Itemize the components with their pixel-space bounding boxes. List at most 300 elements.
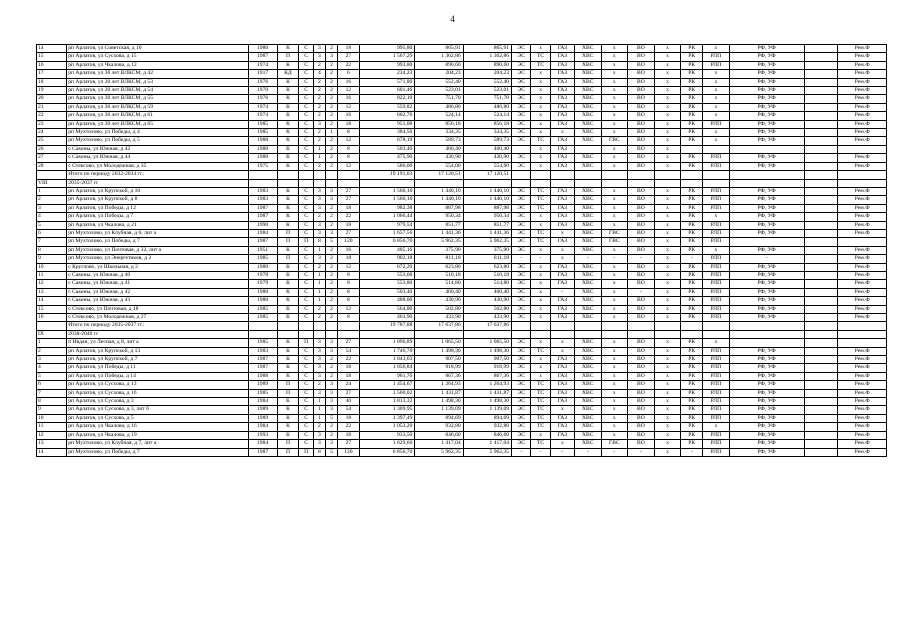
table-cell: 553,68 [359, 271, 415, 279]
table-cell: 2 [325, 204, 337, 212]
table-cell [804, 305, 838, 313]
table-cell: ВО [628, 162, 655, 170]
table-cell: ВО [628, 339, 655, 347]
table-cell: Рем.Ф [838, 154, 887, 162]
table-cell: х [601, 204, 628, 212]
table-cell: ХВС [574, 381, 601, 389]
table-cell: х [654, 448, 681, 456]
table-cell: 11 [37, 423, 67, 431]
table-cell: РФ, УФ [729, 137, 804, 145]
table-cell: РФ, УФ [729, 246, 804, 254]
table-cell: РЛП [703, 406, 730, 414]
table-cell: 2 [325, 145, 337, 153]
table-cell: 27 [338, 389, 360, 397]
table-cell [531, 330, 550, 338]
table-cell: РФ, УФ [729, 120, 804, 128]
table-cell [681, 145, 703, 153]
table-cell: С [299, 103, 314, 111]
table-cell [729, 339, 804, 347]
table-cell: РФ, УФ [729, 406, 804, 414]
table-cell [729, 238, 804, 246]
table-cell: рп Арлатов, ул Сусхова, д 3 [67, 398, 248, 406]
table-cell: ХВС [574, 356, 601, 364]
table-cell: РФ, УФ [729, 45, 804, 53]
table-cell: 1 [313, 297, 325, 305]
table-cell: 463,90 [359, 314, 415, 322]
table-cell: 1 [325, 129, 337, 137]
table-cell: ХВС [574, 297, 601, 305]
table-cell: Рем.Ф [838, 61, 887, 69]
table-cell [804, 271, 838, 279]
table-cell: - [628, 288, 655, 296]
table-cell: 2 [325, 221, 337, 229]
table-cell: х [654, 53, 681, 61]
table-cell: х [601, 78, 628, 86]
table-cell: 2 [325, 356, 337, 364]
table-cell: С [299, 398, 314, 406]
table-cell: 3 [313, 347, 325, 355]
table-cell: ХВС [574, 87, 601, 95]
table-cell [463, 179, 511, 187]
table-cell: РФ, УФ [729, 53, 804, 61]
table-cell: 1 [313, 280, 325, 288]
table-cell [804, 120, 838, 128]
table-cell: 524,14 [415, 112, 463, 120]
table-cell: 1990 [248, 221, 277, 229]
table-cell: Рем.Ф [838, 129, 887, 137]
table-cell: 5 [37, 221, 67, 229]
table-cell: 18 [338, 221, 360, 229]
table-cell: рп Арлатов, ул Чкалова, д 21 [67, 221, 248, 229]
table-cell [681, 330, 703, 338]
table-cell: IX [37, 330, 67, 338]
table-cell: 6 [37, 229, 67, 237]
table-cell [313, 322, 325, 330]
table-cell: РЛП [703, 364, 730, 372]
table-cell: РФ, УФ [729, 297, 804, 305]
table-cell: 20 [37, 95, 67, 103]
table-cell [804, 187, 838, 195]
table-cell: 1984 [248, 423, 277, 431]
table-cell: ХВС [574, 78, 601, 86]
table-cell: х [654, 196, 681, 204]
table-cell: с Саконы, ул Южная, д 42 [67, 145, 248, 153]
table-cell [512, 322, 531, 330]
table-cell [838, 238, 887, 246]
table-cell: х [531, 103, 550, 111]
table-cell: 9 [37, 255, 67, 263]
table-cell [299, 171, 314, 179]
table-cell: 6 856,70 [359, 238, 415, 246]
table-cell [804, 95, 838, 103]
table-cell [531, 179, 550, 187]
table-cell: П [299, 448, 314, 456]
table-cell: 1 498,30 [415, 398, 463, 406]
table-cell: 1985 [248, 314, 277, 322]
table-cell: 5 [325, 448, 337, 456]
table-cell [804, 423, 838, 431]
table-cell: 1980 [248, 45, 277, 53]
table-cell: 856,18 [463, 120, 511, 128]
table-cell: х [654, 297, 681, 305]
table-cell: х [703, 70, 730, 78]
table-cell [804, 406, 838, 414]
table-row [37, 179, 887, 187]
table-cell: РФ, УФ [729, 213, 804, 221]
table-cell: 120 [338, 238, 360, 246]
table-cell: ХВС [574, 280, 601, 288]
table-cell: 460,40 [415, 145, 463, 153]
table-cell: рп Арлатов, ул Чкалова, д 16 [67, 423, 248, 431]
table-cell: К [277, 103, 299, 111]
table-cell: рп Арлатов, ул Победы, д 12 [67, 204, 248, 212]
table-cell: 907,50 [463, 356, 511, 364]
table-cell: 460,40 [415, 288, 463, 296]
table-cell [601, 330, 628, 338]
table-cell: ХВС [574, 53, 601, 61]
table-cell: 16 [37, 61, 67, 69]
table-cell: х [531, 356, 550, 364]
table-cell [729, 179, 804, 187]
table-cell: ХВС [574, 263, 601, 271]
table-cell: с Саконы, ул Южная, д 44 [67, 154, 248, 162]
table-cell [804, 255, 838, 263]
table-cell: К [277, 398, 299, 406]
table-cell: ТС [531, 389, 550, 397]
table-cell: х [531, 87, 550, 95]
table-cell: РФ, УФ [729, 61, 804, 69]
table-cell: 2 [313, 112, 325, 120]
table-cell: ЭС [512, 305, 531, 313]
table-cell: х [654, 221, 681, 229]
table-row [37, 255, 887, 263]
table-cell: Рем.Ф [838, 364, 887, 372]
table-cell: х [703, 246, 730, 254]
table-cell: РЛП [703, 280, 730, 288]
table-cell [804, 314, 838, 322]
table-cell: ВО [628, 137, 655, 145]
table-cell: РК [681, 196, 703, 204]
table-cell: х [601, 280, 628, 288]
table-cell: 3 [325, 398, 337, 406]
table-cell: Рем.Ф [838, 398, 887, 406]
table-cell: РФ, УФ [729, 129, 804, 137]
table-cell: 1980 [248, 263, 277, 271]
table-row [37, 103, 887, 111]
table-cell [804, 61, 838, 69]
table-cell: 12 [338, 87, 360, 95]
table-cell: 4 [37, 364, 67, 372]
table-cell: 16 [338, 95, 360, 103]
table-body [37, 45, 887, 457]
table-cell: ВО [628, 112, 655, 120]
table-cell: 5 [37, 372, 67, 380]
table-cell: ЭС [512, 263, 531, 271]
table-cell: рп Арлатов, ул Сусхова, д 3, лит б [67, 406, 248, 414]
table-cell: 25 [37, 137, 67, 145]
table-cell [804, 45, 838, 53]
table-cell: 514,80 [415, 280, 463, 288]
table-cell: К [277, 129, 299, 137]
table-cell [531, 322, 550, 330]
table-cell: ЭС [512, 137, 531, 145]
table-cell: 2 [325, 78, 337, 86]
table-cell: ГАЗ [550, 221, 574, 229]
table-cell: 8 [313, 448, 325, 456]
table-cell: РЛП [703, 61, 730, 69]
table-cell: ТС [531, 381, 550, 389]
table-row [37, 297, 887, 305]
table-cell: 11 [37, 271, 67, 279]
table-cell: 1 [37, 187, 67, 195]
table-cell: 1 441,36 [415, 229, 463, 237]
table-cell: 2 [325, 162, 337, 170]
table-cell: ГАЗ [550, 280, 574, 288]
table-cell [804, 87, 838, 95]
table-cell: РК [681, 95, 703, 103]
table-cell: РФ, УФ [729, 271, 804, 279]
table-cell: ЭС [512, 154, 531, 162]
table-cell: ГАЗ [550, 263, 574, 271]
table-cell: К [277, 154, 299, 162]
table-cell: рп Мухтолово, ул Победы, д 4 [67, 129, 248, 137]
table-cell: х [654, 406, 681, 414]
table-cell: х [601, 61, 628, 69]
table-cell: ЭС [512, 364, 531, 372]
table-cell: 3 [313, 204, 325, 212]
table-cell: ВО [628, 440, 655, 448]
table-cell: х [531, 221, 550, 229]
table-cell: РФ, УФ [729, 196, 804, 204]
table-cell: Итого по периоду 2032-2034 гг.: [67, 171, 248, 179]
table-cell: К [277, 187, 299, 195]
table-row [37, 70, 887, 78]
table-cell: ЭС [512, 53, 531, 61]
table-cell [804, 78, 838, 86]
table-cell: С [299, 53, 314, 61]
table-cell [628, 179, 655, 187]
table-cell: х [654, 414, 681, 422]
table-cell: РК [681, 406, 703, 414]
table-cell: ЭС [512, 196, 531, 204]
table-cell: ЭС [512, 204, 531, 212]
table-cell: ГАЗ [550, 389, 574, 397]
table-cell [804, 280, 838, 288]
table-cell: РЛП [703, 372, 730, 380]
table-cell [325, 322, 337, 330]
table-cell: К [277, 414, 299, 422]
table-cell: РЛП [703, 448, 730, 456]
table-cell: х [531, 45, 550, 53]
table-cell: Рем.Ф [838, 297, 887, 305]
table-cell: ЭС [512, 162, 531, 170]
table-cell: х [654, 154, 681, 162]
table-cell: ГАЗ [550, 238, 574, 246]
table-cell: ГАЗ [550, 137, 574, 145]
table-cell: х [531, 364, 550, 372]
table-cell: 523,01 [415, 87, 463, 95]
table-cell: х [654, 103, 681, 111]
table-row [37, 440, 887, 448]
table-cell: РФ, УФ [729, 87, 804, 95]
table-cell [681, 322, 703, 330]
table-cell: К [277, 263, 299, 271]
table-cell: РК [681, 213, 703, 221]
table-row [37, 162, 887, 170]
table-cell: ХВС [574, 70, 601, 78]
table-cell: Рем.Ф [838, 381, 887, 389]
table-cell: ЭС [512, 431, 531, 439]
table-cell: х [531, 112, 550, 120]
table-cell: х [654, 347, 681, 355]
table-cell [804, 356, 838, 364]
table-cell: ХВС [574, 414, 601, 422]
table-cell: 523,01 [463, 87, 511, 95]
table-cell: ТС [531, 187, 550, 195]
table-cell: 334,35 [463, 129, 511, 137]
table-cell: х [703, 137, 730, 145]
table-cell: РФ, УФ [729, 280, 804, 288]
table-cell: 1970 [248, 87, 277, 95]
table-cell: ГВС [601, 137, 628, 145]
table-cell: 54 [338, 406, 360, 414]
table-cell: С [299, 297, 314, 305]
table-cell: х [531, 95, 550, 103]
table-cell: х [654, 339, 681, 347]
table-cell: 27 [338, 440, 360, 448]
table-cell [703, 330, 730, 338]
table-cell: 1984 [248, 440, 277, 448]
table-cell: 1 440,10 [463, 196, 511, 204]
table-cell: х [601, 431, 628, 439]
table-cell: 18 [338, 120, 360, 128]
table-cell: 623,80 [415, 263, 463, 271]
table-cell: ХВС [574, 213, 601, 221]
table-cell: 3 [313, 356, 325, 364]
table-cell: РК [681, 70, 703, 78]
table-cell: 430,90 [463, 154, 511, 162]
table-cell: К [277, 339, 299, 347]
table-cell: 1 417,04 [415, 440, 463, 448]
table-cell: ГАЗ [550, 61, 574, 69]
table-cell: 2 [313, 213, 325, 221]
table-row [37, 431, 887, 439]
table-cell: ЭС [512, 129, 531, 137]
table-cell [804, 246, 838, 254]
table-cell: - [512, 448, 531, 456]
table-cell: РК [681, 45, 703, 53]
table-cell: х [601, 162, 628, 170]
table-cell: рп Арлатов, ул 30 лет ВЛКСМ, д 54 [67, 87, 248, 95]
table-cell [628, 171, 655, 179]
table-cell: 3 [325, 229, 337, 237]
table-cell: п Ивдан, ул Лесная, д 8, лит а [67, 339, 248, 347]
table-cell: 502,80 [463, 305, 511, 313]
table-cell: 951,08 [359, 120, 415, 128]
table-cell: ЭС [512, 271, 531, 279]
table-cell: С [299, 70, 314, 78]
table-cell: 375,90 [463, 246, 511, 254]
table-cell: 1 454,67 [359, 381, 415, 389]
table-cell: 2 [325, 280, 337, 288]
table-cell: ХВС [574, 339, 601, 347]
table-cell: ВО [628, 414, 655, 422]
table-cell: 204,23 [463, 70, 511, 78]
table-cell [804, 414, 838, 422]
table-cell: 5 962,35 [463, 448, 511, 456]
table-cell: х [601, 154, 628, 162]
table-cell: 1 139,09 [463, 406, 511, 414]
table-cell: С [299, 204, 314, 212]
table-cell: 1 813,32 [359, 398, 415, 406]
table-cell: 204,23 [415, 70, 463, 78]
table-cell: ХВС [574, 364, 601, 372]
table-cell: С [299, 347, 314, 355]
table-cell: 552,40 [463, 78, 511, 86]
table-cell: С [299, 145, 314, 153]
table-cell: - [601, 255, 628, 263]
table-cell [838, 339, 887, 347]
table-cell: К [277, 297, 299, 305]
table-cell: 12 [37, 431, 67, 439]
table-cell: ХВС [574, 423, 601, 431]
table-cell [804, 137, 838, 145]
table-cell: С [299, 87, 314, 95]
table-cell: с Саконы, ул Южная, д 40 [67, 271, 248, 279]
table-cell [574, 179, 601, 187]
table-cell: 1 066,44 [359, 213, 415, 221]
table-cell: 12 [338, 103, 360, 111]
table-cell: ЭС [512, 120, 531, 128]
table-cell: 1 [313, 414, 325, 422]
table-cell: 27 [338, 53, 360, 61]
table-cell: ГВС [601, 238, 628, 246]
table-cell: С [299, 187, 314, 195]
table-cell [550, 179, 574, 187]
table-cell: 751,70 [415, 95, 463, 103]
table-cell: х [703, 87, 730, 95]
table-cell: 18 [338, 204, 360, 212]
table-cell: 865,91 [415, 45, 463, 53]
table-cell: К [277, 305, 299, 313]
table-cell: ХВС [574, 45, 601, 53]
table-cell: РЛП [703, 297, 730, 305]
table-cell: х [654, 129, 681, 137]
table-cell: х [703, 112, 730, 120]
table-cell: 2 [325, 263, 337, 271]
table-cell: ВО [628, 423, 655, 431]
table-cell: 1979 [248, 280, 277, 288]
table-cell: РК [681, 103, 703, 111]
table-row [37, 112, 887, 120]
table-cell [654, 171, 681, 179]
table-cell: С [299, 229, 314, 237]
table-cell [531, 171, 550, 179]
table-cell: К [277, 204, 299, 212]
table-cell: РК [681, 187, 703, 195]
table-row [37, 246, 887, 254]
table-cell: 2 [313, 61, 325, 69]
table-cell: рп Арлатов, ул Крупской, д 13 [67, 347, 248, 355]
table-row [37, 61, 887, 69]
table-cell: х [531, 154, 550, 162]
table-cell: с Саконы, ул Южная, д 41 [67, 280, 248, 288]
table-cell: С [299, 314, 314, 322]
table-cell: ВО [628, 406, 655, 414]
table-cell: РК [681, 221, 703, 229]
table-cell: - [574, 448, 601, 456]
table-cell: 1976 [248, 95, 277, 103]
